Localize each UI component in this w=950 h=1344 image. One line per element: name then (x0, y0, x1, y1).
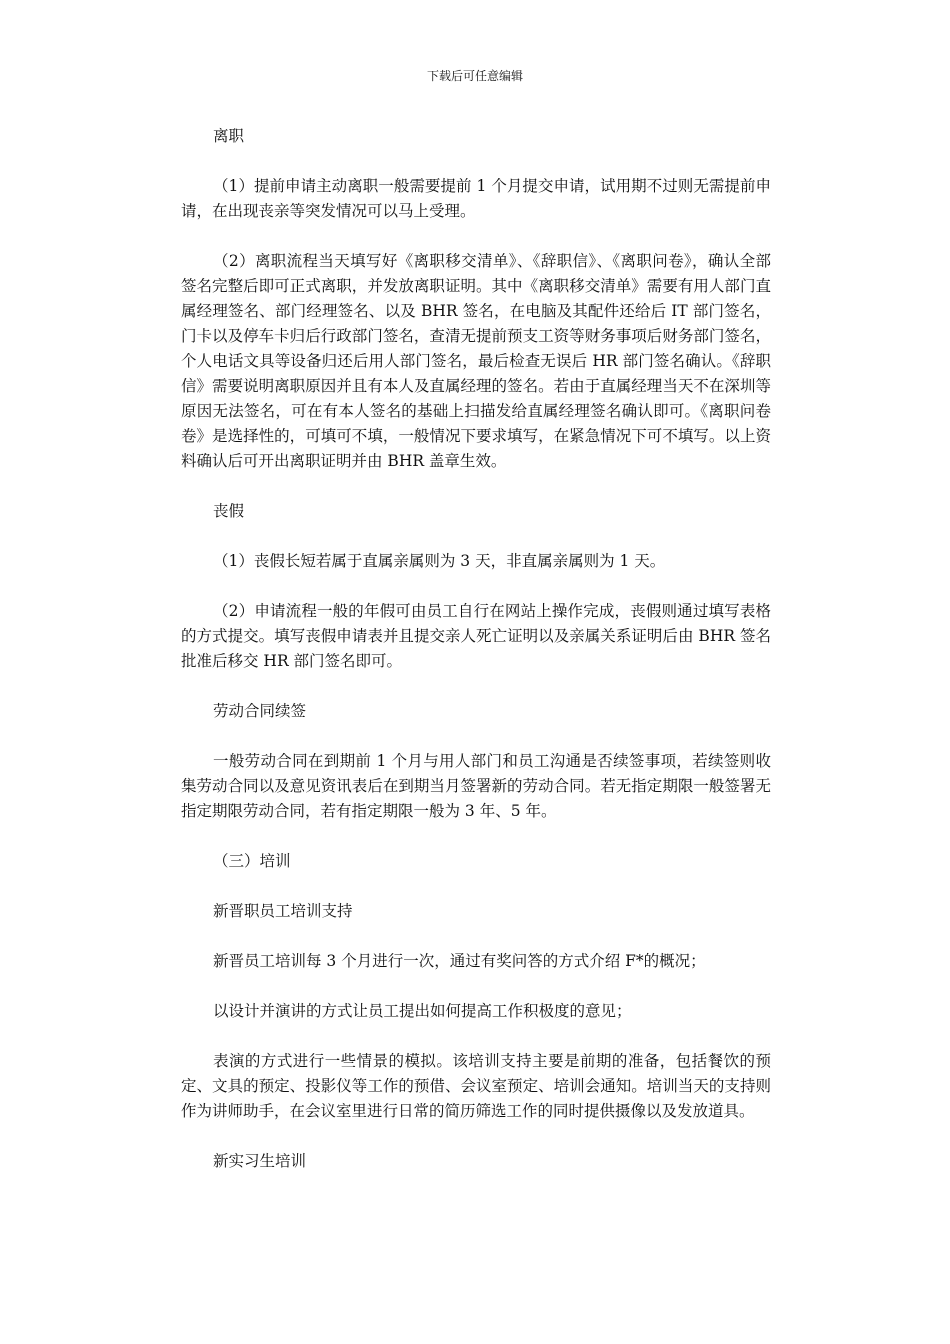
section-heading-resignation: 离职 (213, 127, 245, 145)
new-staff-paragraph-2: 以设计并演讲的方式让员工提出如何提高工作积极度的意见； (213, 1002, 632, 1020)
subsection-heading-new-staff-training: 新晋职员工培训支持 (213, 902, 353, 920)
resignation-paragraph-2: （2）离职流程当天填写好《离职移交清单》、《辞职信》、《离职问卷》，确认全部签名完整后即可正式离职，并发放离职证明。其中《离职移交清单》需要有用人部门直属经理签名、部门经理签名、以及 BHR 签名，在电脑及其配件还给后 IT 部门签名，门卡以及停车卡归后行政部门签名，查清无提前预支工资等财务事项后财务部门签名，个人电话文具等设备归还后用人部门签名，最后检查无误后 HR 部门签名确认。《辞职信》需要说明离职原因并且有本人及直属经理的签名。若由于直属经理当天不在深圳等原因无法签名，可在有本人签名的基础上扫描发给直属经理签名确认即可。《离职问卷卷》是选择性的，可填可不填，一般情况下要求填写，在紧急情况下可不填写。以上资料确认后可开出离职证明并由 BHR 盖章生效。 (181, 252, 771, 470)
page-header: 下载后可任意编辑 (426, 69, 523, 83)
bereavement-paragraph-2: （2）申请流程一般的年假可由员工自行在网站上操作完成，丧假则通过填写表格的方式提交。填写丧假申请表并且提交亲人死亡证明以及亲属关系证明后由 BHR 签名批准后移交 HR 部门签名即可。 (181, 602, 771, 670)
section-heading-training: （三）培训 (213, 852, 291, 870)
new-staff-paragraph-3: 表演的方式进行一些情景的模拟。该培训支持主要是前期的准备，包括餐饮的预定、文具的预定、投影仪等工作的预借、会议室预定、培训会通知。培训当天的支持则作为讲师助手，在会议室里进行日常的简历筛选工作的同时提供摄像以及发放道具。 (181, 1052, 771, 1120)
subsection-heading-intern-training: 新实习生培训 (213, 1152, 307, 1170)
document-body (181, 124, 771, 1199)
section-heading-bereavement: 丧假 (213, 502, 245, 520)
contract-renewal-paragraph: 一般劳动合同在到期前 1 个月与用人部门和员工沟通是否续签事项，若续签则收集劳动合同以及意见资讯表后在到期当月签署新的劳动合同。若无指定期限一般签署无指定期限劳动合同，若有指定期限一般为 3 年、5 年。 (181, 752, 771, 820)
bereavement-paragraph-1: （1）丧假长短若属于直属亲属则为 3 天，非直属亲属则为 1 天。 (213, 552, 666, 570)
new-staff-paragraph-1: 新晋员工培训每 3 个月进行一次，通过有奖问答的方式介绍 F*的概况； (213, 952, 706, 970)
section-heading-contract-renewal: 劳动合同续签 (213, 702, 307, 720)
resignation-paragraph-1: （1）提前申请主动离职一般需要提前 1 个月提交申请，试用期不过则无需提前申请，在出现丧亲等突发情况可以马上受理。 (181, 177, 771, 220)
